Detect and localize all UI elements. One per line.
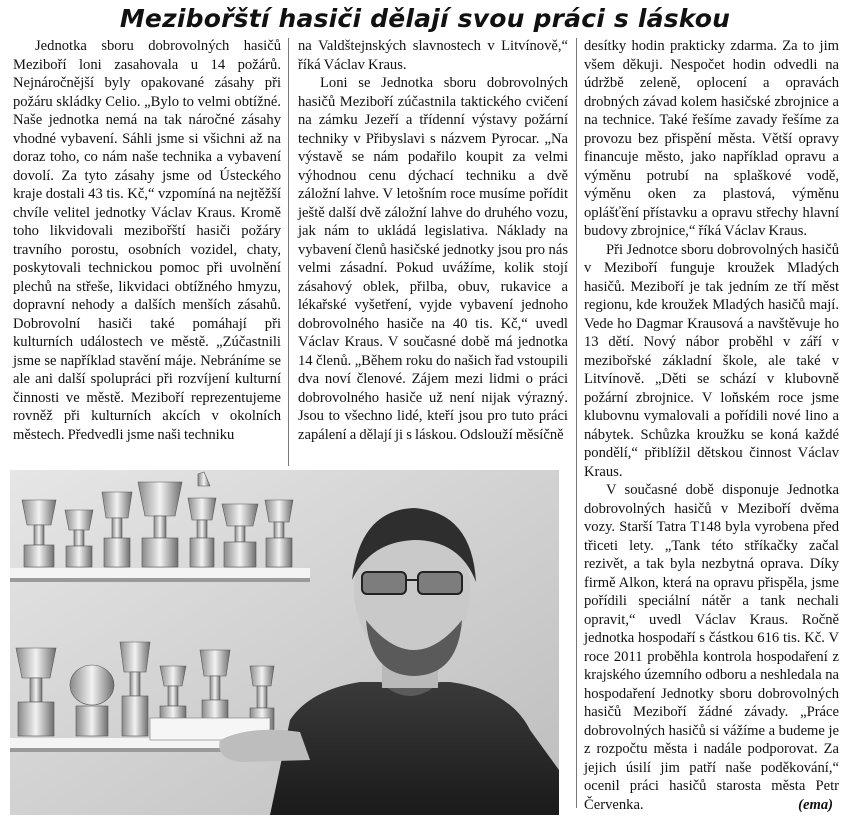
- paragraph: na Valdštejnských slavnostech v Litvínově,“ říká Václav Kraus.: [298, 38, 568, 73]
- paragraph: [584, 481, 839, 814]
- paragraph: desítky hodin prakticky zdarma. Za to jim všem děkuji. Nespočet hodin odvedli na údržbě zeleně, oplocení a opravách drobných závad kolem hasičské zbrojnice a na technice. Také řešíme zavady řešíme za provozu bez přispění města. Větší opravy financuje město, jako například opravu a výměnu potrubí na splaškové vodě, výměnu oken za plastová, výměnu oplášťění přístavku a opravu střechy hlavní budovy zbrojnice,“ říká Václav Kraus.: [584, 38, 839, 239]
- article-column-1: [13, 37, 281, 444]
- article-photo: [10, 470, 559, 815]
- paragraph-text: V současné době disponuje Jednotka dobrovolných hasičů v Meziboří dvěma vozy. Starší Tatra T148 byla vyrobena před třiceti lety. „Tank této stříkačky začal rezivět, a tak byla nezbytná oprava. Díky firmě Alkon, která na opravu přispěla, jsme pořídili speciální nátěr a tank nechali opravit,“ uvedl Václav Kraus. Ročně jednotka hospodaří s částkou 616 tis. Kč. V roce 2011 proběhla kontrola hospodaření z krajského územního odboru a neshledala na hospodaření Jednotky sboru dobrovolných hasičů Meziboří žádné závady. „Práce dobrovolných hasičů si vážíme a budeme je z rozpočtu města i nadále podporovat. Za jejich úsilí jim patří naše poděkování,“ ocenil práci hasičů starosta města Petr Červenka.: [584, 482, 839, 813]
- column-divider: [576, 38, 577, 808]
- paragraph: Loni se Jednotka sboru dobrovolných hasičů Meziboří zúčastnila taktického cvičení na zámku Jezeří a třídenní výstavy požární techniky v Přibyslavi s názvem Pyrocar. „Na výstavě se nám podařilo koupit za velmi výhodnou cenu dýchací techniku a dvě záložní lahve. V letošním roce musíme pořídit ještě další dvě záložní lahve do druhého vozu, jak nám to ukládá legislativa. Náklady na vybavení členů hasičské jednotky jsou pro nás velmi zásadní. Pokud uvážíme, kolik stojí zásahový oblek, přilba, obuv, rukavice a lékařské vyšetření, vyjde vybavení jednoho dobrovolného hasiče na 40 tis. Kč,“ uvedl Václav Kraus. V současné době má jednotka 14 členů. „Během roku do našich řad vstoupili dva noví členové. Zájem mezi lidmi o práci dobrovolného hasiče už není nijak výrazný. Jsou to všechno lidé, kteří jsou pro tuto práci zapálení a dělají ji s láskou. Odslouží měsíčně: [298, 75, 568, 443]
- article-column-2: [298, 37, 568, 444]
- paragraph: Jednotka sboru dobrovolných hasičů Meziboří loni zasahovala u 14 požárů. Nejnáročnější byly opakované zásahy při požáru skládky Celio. „Bylo to velmi obtížné. Naše jednotka nemá na tak náročné zásahy vhodné vybavení. Sáhli jsme si všichni až na doraz toho, co nám naše technika a vybavení dovolí. Za tyto zásahy jsme od Ústeckého kraje dostali 43 tis. Kč,“ vzpomíná na nejtěžší chvíle velitel jednotky Václav Kraus. Kromě toho likvidovali mezibořští hasiči požáry travního porostu, osobních vozidel, chaty, poskytovali technickou pomoc při uvolnění plechů na střeše, likvidaci obtížného hmyzu, dopravní nehody a dalších menších zásahů. Dobrovolní hasiči také pomáhají při kulturních událostech ve městě. „Zúčastnili jsme se například stavění máje. Nebráníme se ale ani další spolupráci při rozvíjení kulturní činnosti ve městě. Meziboří reprezentujeme rovněž při kulturních akcích v okolních městech. Předvedli jsme naši techniku: [13, 38, 281, 443]
- article-column-3: [584, 37, 839, 814]
- byline: (ema): [798, 796, 833, 813]
- paragraph: Při Jednotce sboru dobrovolných hasičů v Meziboří funguje kroužek Mladých hasičů. Meziboří je tak jedním ze tří měst regionu, kde kroužek Mladých hasičů mají. Vede ho Dagmar Krausová a navštěvuje ho 13 dětí. Nový nábor proběhl v září v mezibořské základní škole, ale také v Litvínově. „Děti se schází v klubovně požární zbrojnice. V loňském roce jsme klubovnu vymalovali a pořídili nové lino a nábytek. Schůzka kroužku se koná každé pondělí,“ přiblížil dětskou činnost Václav Kraus.: [584, 241, 839, 480]
- article-headline: Mezibořští hasiči dělají svou práci s láskou: [119, 4, 731, 33]
- column-divider: [288, 38, 289, 466]
- photo-firefighter-with-trophies: [10, 470, 559, 815]
